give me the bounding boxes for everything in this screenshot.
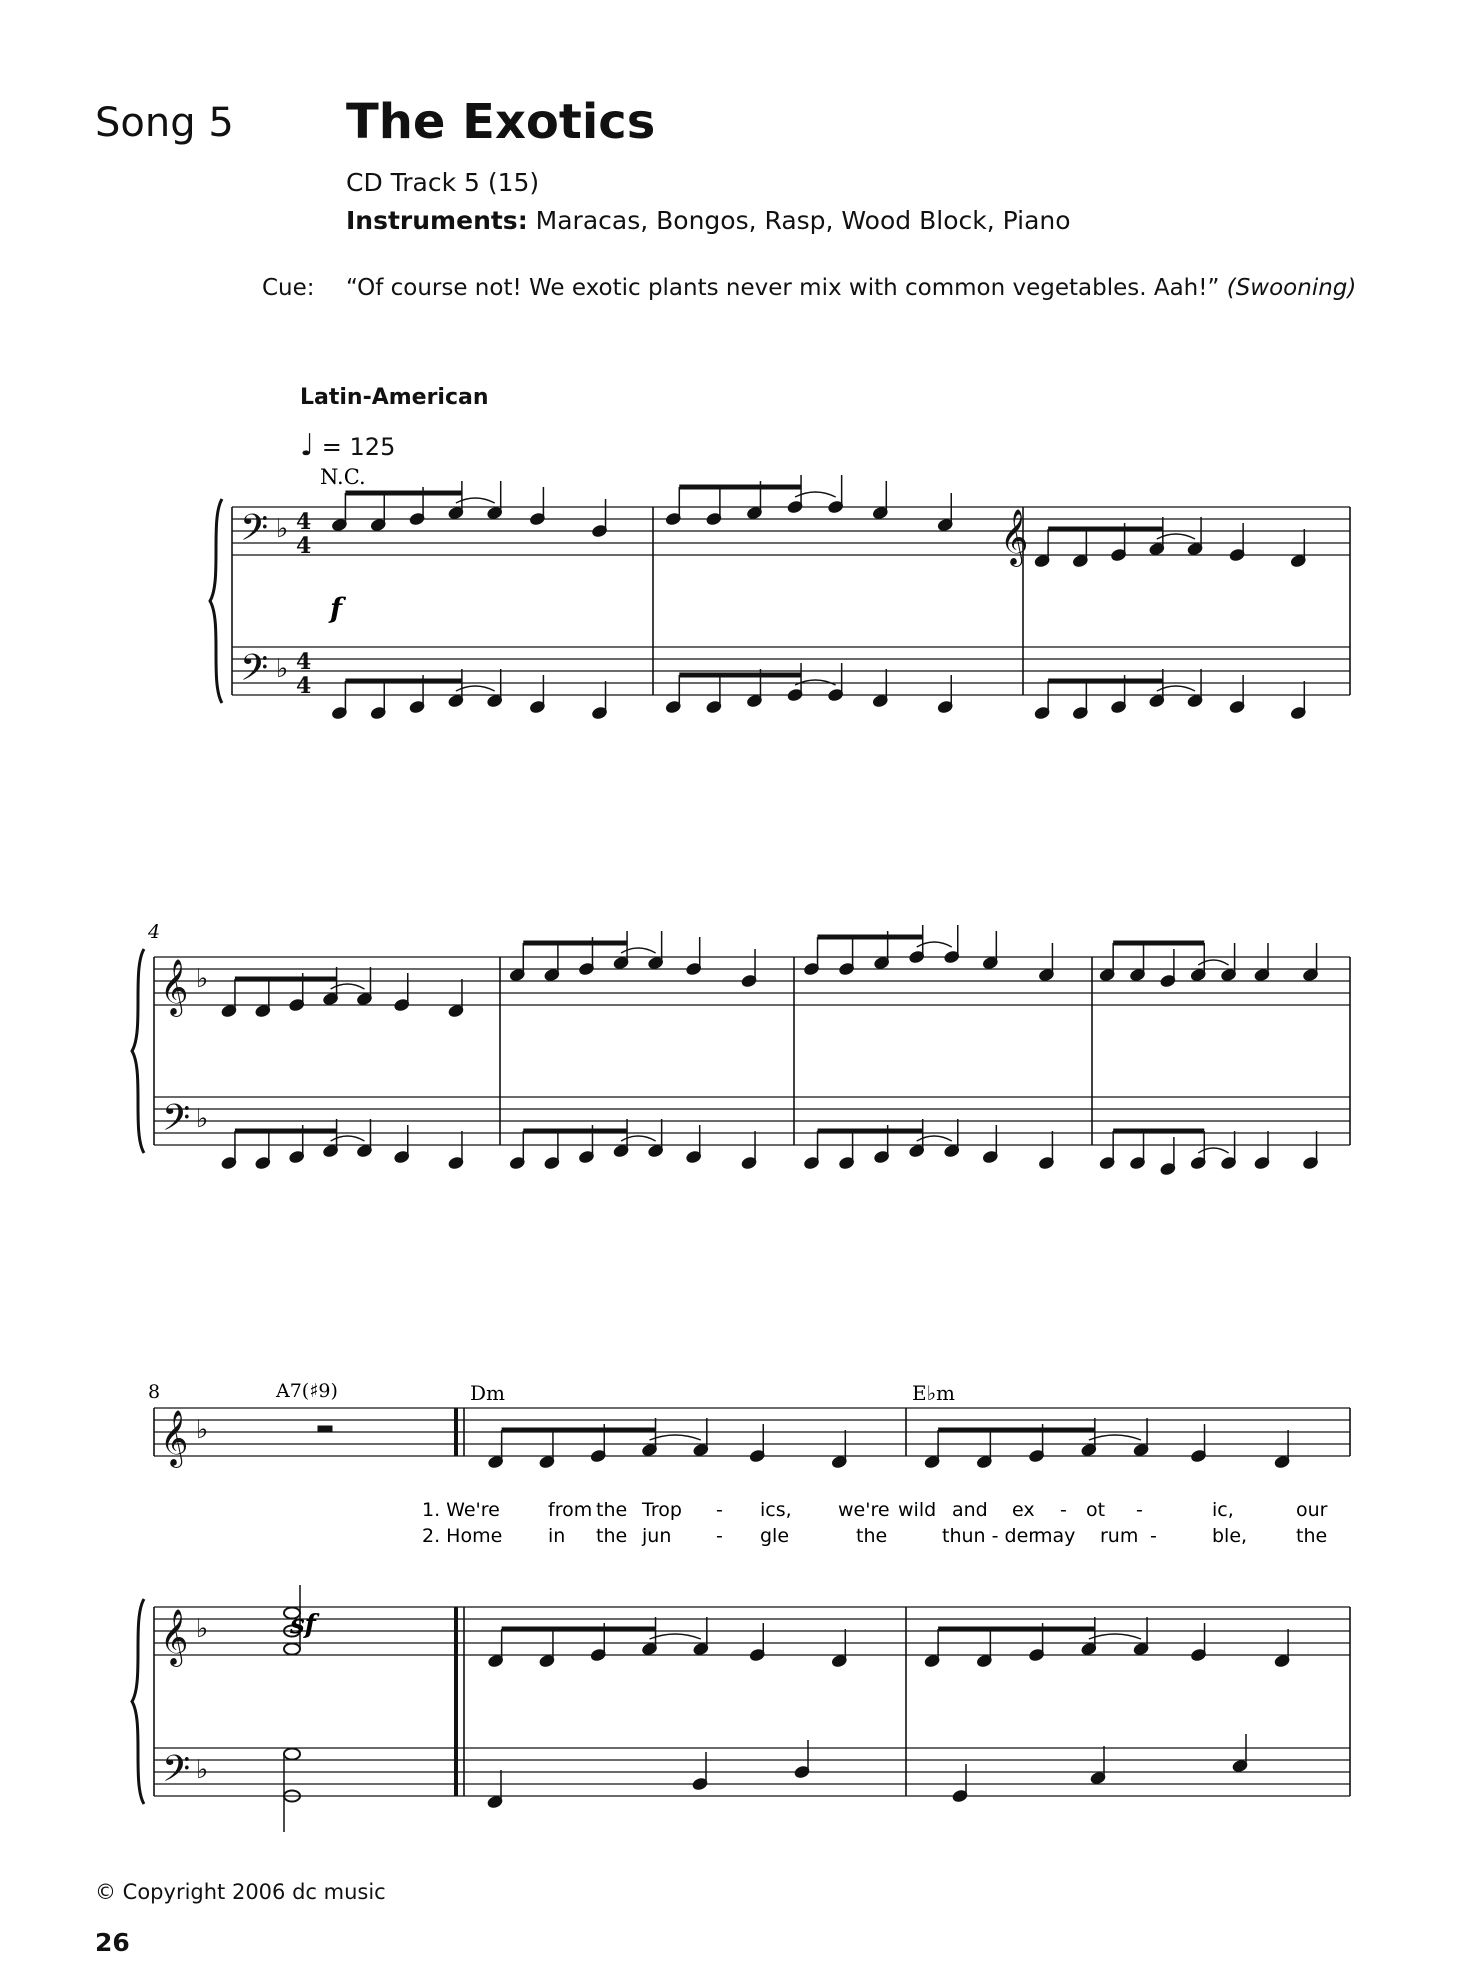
style-marking: Latin-American (300, 385, 489, 410)
treble-clef-icon: 𝄞 (160, 1410, 189, 1466)
tie (1089, 1435, 1141, 1440)
lyric-verse1-syllable: the (596, 1499, 628, 1521)
measure-number-8: 8 (148, 1381, 161, 1403)
lyric-verse1-syllable: ot (1086, 1499, 1106, 1521)
lyric-verse1-syllable: ex (1012, 1499, 1035, 1521)
lyric-verse1-syllable: ics, (760, 1499, 792, 1521)
flat-icon: ♭ (196, 1755, 209, 1785)
flat-icon: ♭ (276, 654, 289, 684)
flat-icon: ♭ (196, 1614, 209, 1644)
cue-label: Cue: (262, 275, 315, 301)
lyric-verse1-syllable: - (1060, 1499, 1067, 1521)
instruments-list: Maracas, Bongos, Rasp, Wood Block, Piano (535, 206, 1071, 235)
copyright-notice: © Copyright 2006 dc music (95, 1880, 386, 1904)
treble-clef-icon: 𝄞 (1000, 509, 1029, 565)
lyric-verse2-syllable: ble, (1212, 1525, 1248, 1547)
lyric-verse2-syllable: gle (760, 1525, 790, 1547)
dynamic-forte: f (330, 592, 343, 625)
brace (210, 499, 222, 703)
treble-clef-icon: 𝄞 (160, 1609, 189, 1665)
chord-symbol-ebm: E♭m (912, 1381, 955, 1405)
whole-rest-icon (318, 1426, 332, 1432)
lyric-verse2-syllable: - (716, 1525, 723, 1547)
lyric-verse1-syllable: ic, (1212, 1499, 1234, 1521)
lyric-verse1-syllable: - (1136, 1499, 1143, 1521)
tie (650, 1634, 701, 1639)
time-signature-top: 4 (296, 509, 312, 535)
cue-direction: (Swooning) (1226, 275, 1357, 301)
flat-icon: ♭ (196, 964, 209, 994)
tie (621, 1136, 656, 1141)
lyric-verse1-syllable: 1. We're (422, 1499, 500, 1521)
flat-icon: ♭ (196, 1104, 209, 1134)
tie (1198, 1148, 1228, 1153)
lyric-verse2-syllable: - (1150, 1525, 1157, 1547)
lyric-verse2-syllable: 2. Home (422, 1525, 503, 1547)
lyric-verse2-syllable: the (596, 1525, 628, 1547)
tie (331, 1136, 365, 1141)
time-signature-bottom: 4 (296, 673, 312, 699)
quarter-note-icon: ♩ (300, 428, 315, 463)
brace (132, 1599, 144, 1804)
treble-clef-icon: 𝄞 (160, 959, 189, 1015)
lyric-verse1-syllable: - (716, 1499, 723, 1521)
lyric-verse1-syllable: from (548, 1499, 593, 1521)
song-title: The Exotics (346, 94, 656, 150)
lyric-verse1-syllable: and (952, 1499, 988, 1521)
lyric-verse2-syllable: may (1034, 1525, 1076, 1547)
lyric-verse2-syllable: the (1296, 1525, 1328, 1547)
lyric-verse2-syllable: the (856, 1525, 888, 1547)
instruments-label: Instruments: (346, 206, 528, 235)
chord-note (284, 1749, 300, 1760)
measure-number-4: 4 (148, 921, 161, 943)
flat-icon: ♭ (196, 1415, 209, 1445)
lyric-verse2-syllable: rum (1100, 1525, 1139, 1547)
time-signature-bottom: 4 (296, 533, 312, 559)
lyric-verse2-syllable: in (548, 1525, 566, 1547)
tempo-value: = 125 (321, 433, 396, 461)
tie (1089, 1634, 1141, 1639)
time-signature-top: 4 (296, 649, 312, 675)
page-number: 26 (95, 1928, 130, 1957)
lyric-verse2-syllable: jun (642, 1525, 672, 1547)
cue-quote: “Of course not! We exotic plants never mix with common vegetables. Aah!” (346, 275, 1220, 301)
lyric-verse1-syllable: wild (898, 1499, 937, 1521)
bass-clef-icon: 𝄢 (162, 1097, 191, 1148)
tie (650, 1435, 701, 1440)
tie (1198, 960, 1228, 965)
lyric-verse1-syllable: we're (838, 1499, 890, 1521)
no-chord-marking: N.C. (320, 465, 366, 489)
cd-track: CD Track 5 (15) (346, 168, 540, 197)
chord-symbol-a7: A7(♯9) (276, 1380, 338, 1402)
lyric-verse1-syllable: Trop (642, 1499, 682, 1521)
chord-symbol-dm: Dm (470, 1381, 505, 1405)
bass-clef-icon: 𝄢 (240, 647, 269, 698)
bass-clef-icon: 𝄢 (162, 1748, 191, 1799)
song-number: Song 5 (95, 100, 234, 146)
lyric-verse1-syllable: our (1296, 1499, 1328, 1521)
tie (331, 984, 365, 989)
dynamic-sforzando: sf (290, 1610, 316, 1640)
flat-icon: ♭ (276, 514, 289, 544)
tie (621, 948, 656, 953)
lyric-verse2-syllable: thun - der (942, 1525, 1037, 1547)
brace (132, 949, 144, 1153)
chord-note (284, 1644, 300, 1655)
bass-clef-icon: 𝄢 (240, 507, 269, 558)
